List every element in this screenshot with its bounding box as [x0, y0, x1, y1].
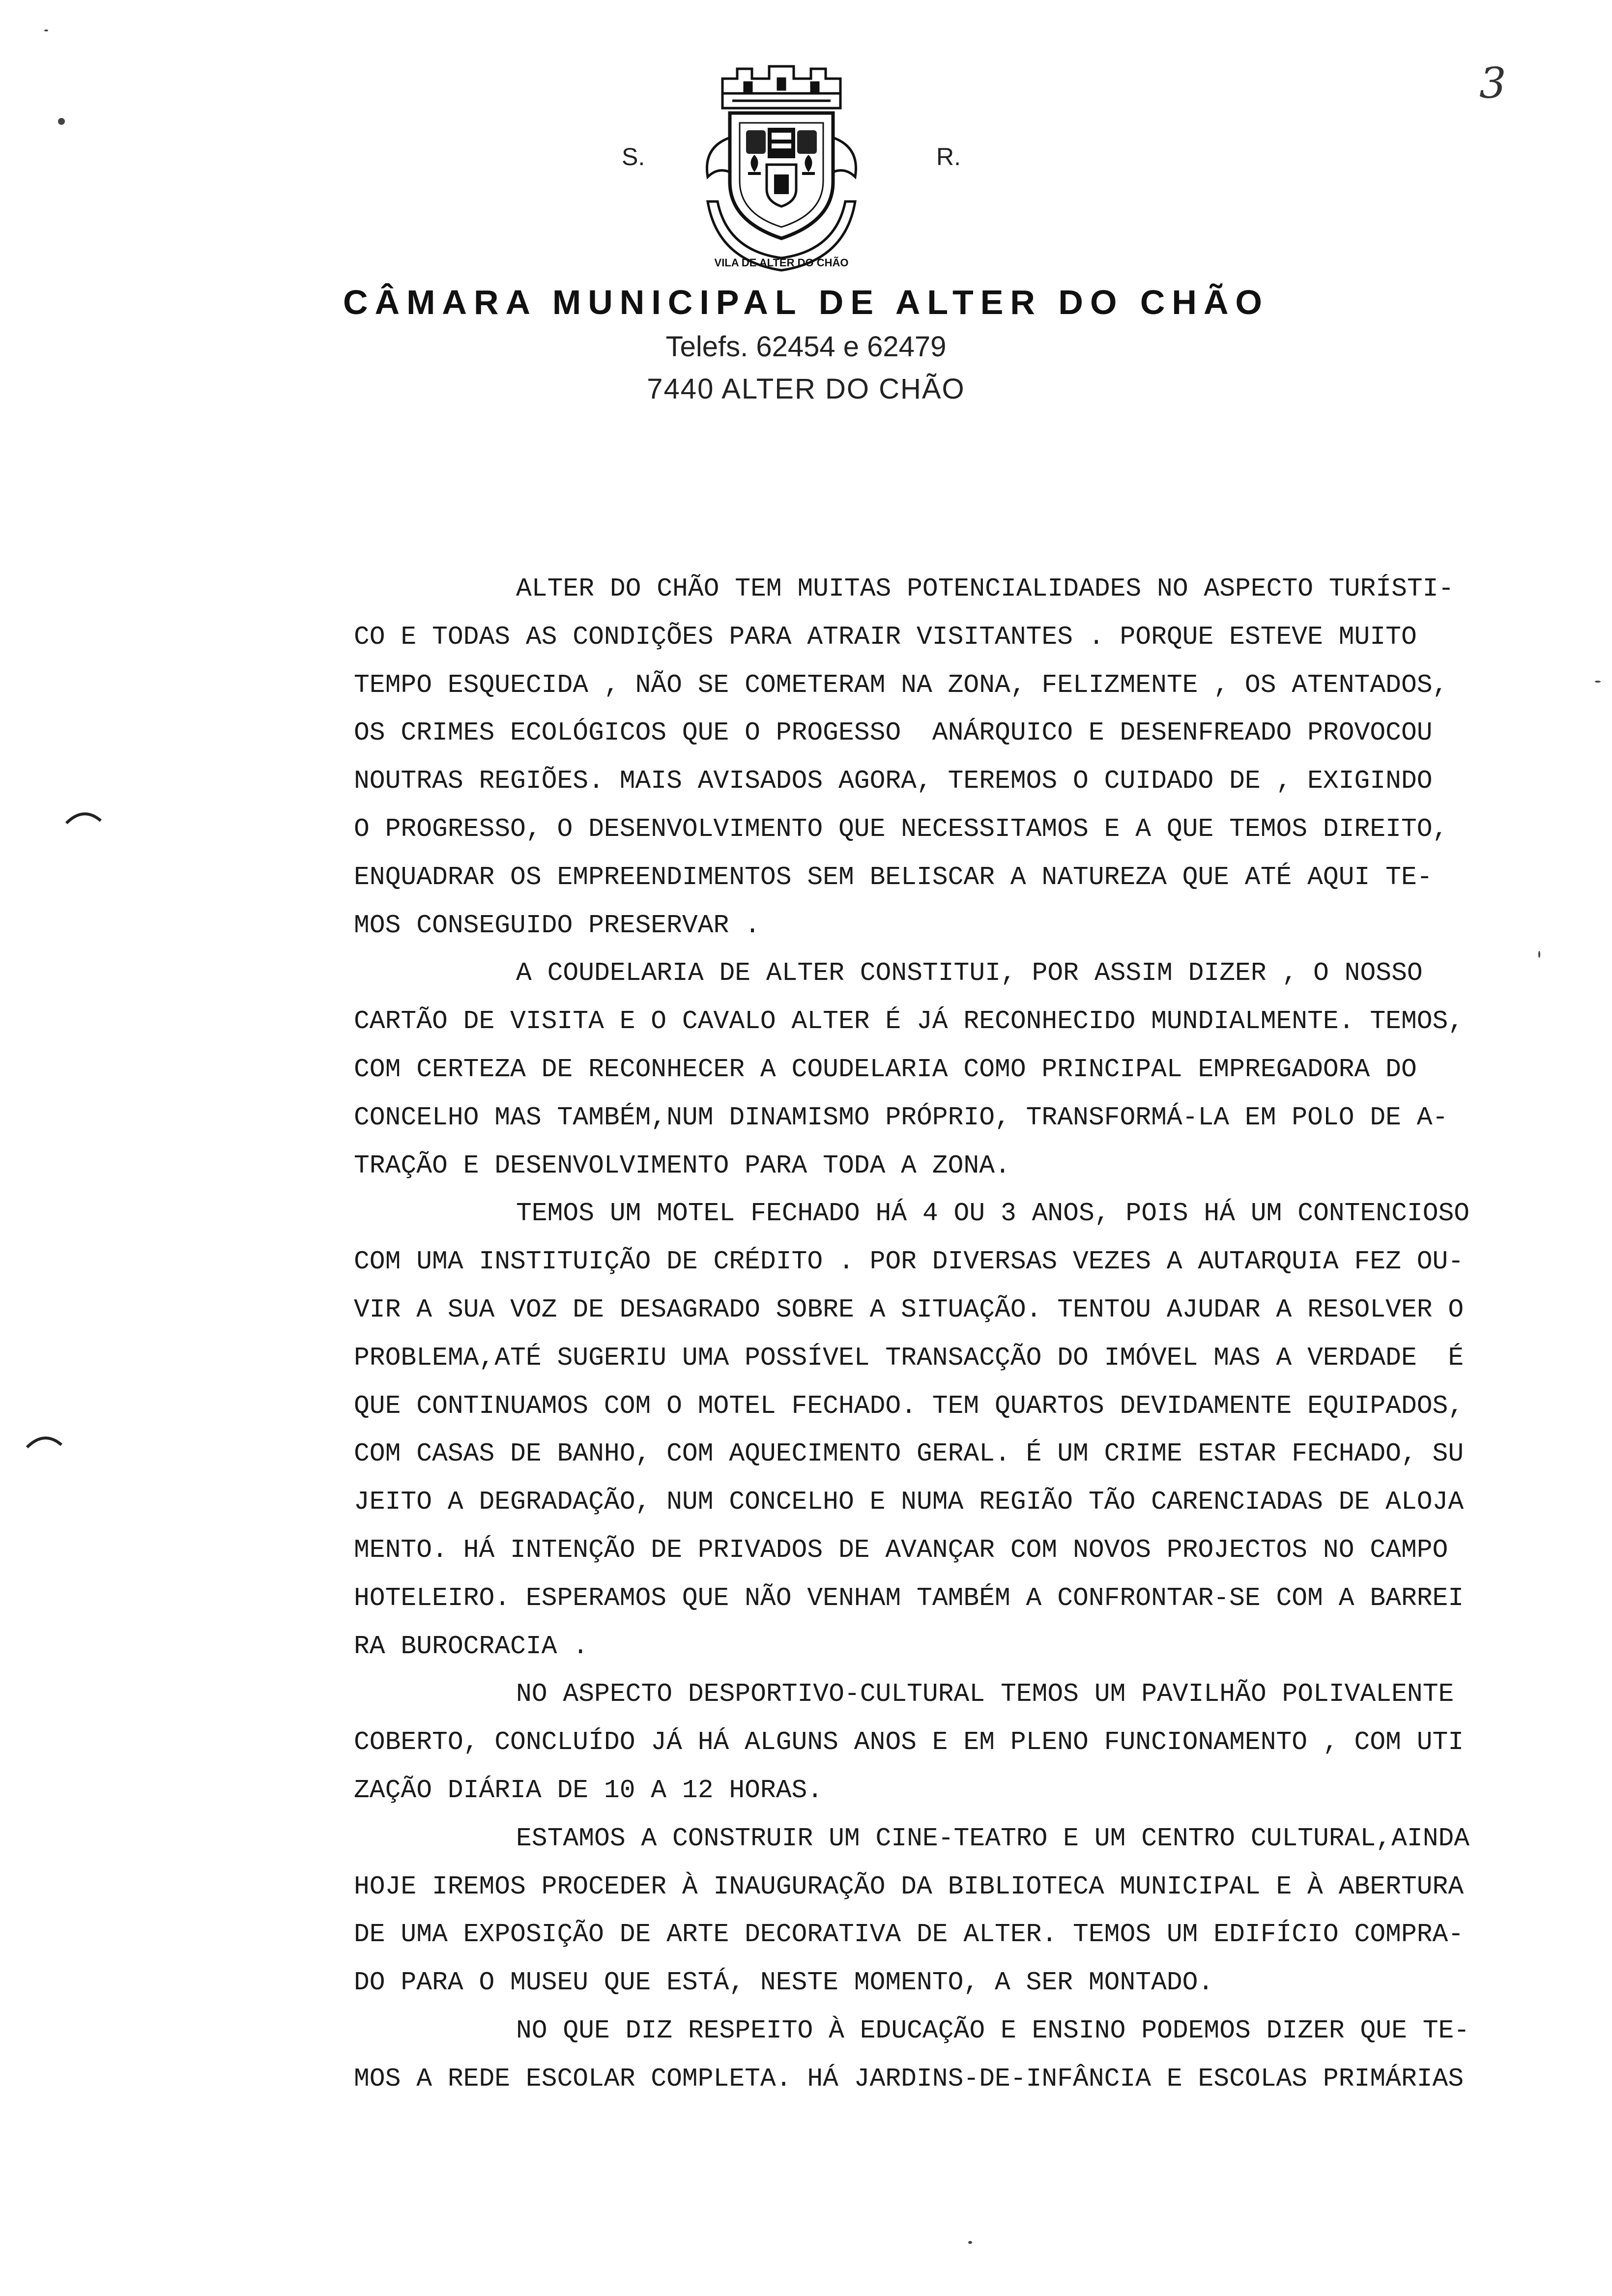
- body-line: COBERTO, CONCLUÍDO JÁ HÁ ALGUNS ANOS E EM PLENO FUNCIONAMENTO , COM UTI: [354, 1727, 1464, 1757]
- scan-speck: [968, 2241, 972, 2244]
- body-line: TEMOS UM MOTEL FECHADO HÁ 4 OU 3 ANOS, POIS HÁ UM CONTENCIOSO: [516, 1199, 1470, 1229]
- body-line: MENTO. HÁ INTENÇÃO DE PRIVADOS DE AVANÇAR COM NOVOS PROJECTOS NO CAMPO: [354, 1535, 1448, 1565]
- letterhead-title: CÂMARA MUNICIPAL DE ALTER DO CHÃO: [343, 283, 1269, 321]
- body-line: O PROGRESSO, O DESENVOLVIMENTO QUE NECESSITAMOS E A QUE TEMOS DIREITO,: [354, 814, 1448, 844]
- body-line: COM CASAS DE BANHO, COM AQUECIMENTO GERAL. É UM CRIME ESTAR FECHADO, SU: [354, 1439, 1464, 1469]
- margin-mark: [64, 806, 103, 826]
- body-line: RA BUROCRACIA .: [354, 1631, 589, 1661]
- body-line: ESTAMOS A CONSTRUIR UM CINE-TEATRO E UM CENTRO CULTURAL,AINDA: [516, 1823, 1470, 1853]
- scan-speck: [1595, 681, 1601, 683]
- body-line: TEMPO ESQUECIDA , NÃO SE COMETERAM NA ZONA, FELIZMENTE , OS ATENTADOS,: [354, 670, 1448, 700]
- body-line: CARTÃO DE VISITA E O CAVALO ALTER É JÁ RECONHECIDO MUNDIALMENTE. TEMOS,: [354, 1006, 1464, 1036]
- body-line: JEITO A DEGRADAÇÃO, NUM CONCELHO E NUMA REGIÃO TÃO CARENCIADAS DE ALOJA: [354, 1487, 1464, 1517]
- body-line: NO QUE DIZ RESPEITO À EDUCAÇÃO E ENSINO PODEMOS DIZER QUE TE-: [516, 2015, 1470, 2045]
- body-line: A COUDELARIA DE ALTER CONSTITUI, POR ASSIM DIZER , O NOSSO: [516, 958, 1423, 988]
- body-line: COM CERTEZA DE RECONHECER A COUDELARIA COMO PRINCIPAL EMPREGADORA DO: [354, 1054, 1417, 1084]
- body-line: TRAÇÃO E DESENVOLVIMENTO PARA TODA A ZONA.: [354, 1150, 1010, 1180]
- body-line: NO ASPECTO DESPORTIVO-CULTURAL TEMOS UM PAVILHÃO POLIVALENTE: [516, 1679, 1454, 1709]
- body-line: ENQUADRAR OS EMPREENDIMENTOS SEM BELISCAR A NATUREZA QUE ATÉ AQUI TE-: [354, 862, 1433, 892]
- body-line: ZAÇÃO DIÁRIA DE 10 A 12 HORAS.: [354, 1775, 823, 1805]
- body-line: CO E TODAS AS CONDIÇÕES PARA ATRAIR VISITANTES . PORQUE ESTEVE MUITO: [354, 622, 1417, 652]
- body-line: DO PARA O MUSEU QUE ESTÁ, NESTE MOMENTO, A SER MONTADO.: [354, 1968, 1214, 1998]
- body-line: DE UMA EXPOSIÇÃO DE ARTE DECORATIVA DE ALTER. TEMOS UM EDIFÍCIO COMPRA-: [354, 1920, 1464, 1950]
- scan-speck: [58, 118, 65, 125]
- body-line: HOTELEIRO. ESPERAMOS QUE NÃO VENHAM TAMBÉM A CONFRONTAR-SE COM A BARREI: [354, 1583, 1464, 1613]
- body-line: ALTER DO CHÃO TEM MUITAS POTENCIALIDADES NO ASPECTO TURÍSTI-: [516, 574, 1454, 603]
- body-line: OS CRIMES ECOLÓGICOS QUE O PROGESSO ANÁRQUICO E DESENFREADO PROVOCOU: [354, 718, 1433, 748]
- letterhead-address: 7440 ALTER DO CHÃO: [647, 373, 965, 405]
- scan-speck: [1538, 951, 1540, 958]
- letterhead-phone: Telefs. 62454 e 62479: [665, 331, 947, 363]
- seal-left-letter: S.: [622, 143, 645, 171]
- seal-right-letter: R.: [936, 143, 961, 171]
- body-line: MOS A REDE ESCOLAR COMPLETA. HÁ JARDINS-DE-INFÂNCIA E ESCOLAS PRIMÁRIAS: [354, 2064, 1464, 2094]
- margin-mark: [25, 1430, 64, 1450]
- body-line: NOUTRAS REGIÕES. MAIS AVISADOS AGORA, TEREMOS O CUIDADO DE , EXIGINDO: [354, 766, 1433, 796]
- scan-speck: [44, 29, 48, 31]
- page-number: 3: [1479, 59, 1506, 108]
- body-line: COM UMA INSTITUIÇÃO DE CRÉDITO . POR DIVERSAS VEZES A AUTARQUIA FEZ OU-: [354, 1247, 1464, 1277]
- body-line: CONCELHO MAS TAMBÉM,NUM DINAMISMO PRÓPRIO, TRANSFORMÁ-LA EM POLO DE A-: [354, 1102, 1448, 1132]
- letter-body: [354, 565, 1553, 2103]
- body-line: PROBLEMA,ATÉ SUGERIU UMA POSSÍVEL TRANSACÇÃO DO IMÓVEL MAS A VERDADE É: [354, 1343, 1464, 1373]
- body-line: QUE CONTINUAMOS COM O MOTEL FECHADO. TEM QUARTOS DEVIDAMENTE EQUIPADOS,: [354, 1391, 1464, 1421]
- body-line: HOJE IREMOS PROCEDER À INAUGURAÇÃO DA BIBLIOTECA MUNICIPAL E À ABERTURA: [354, 1871, 1464, 1901]
- body-line: VIR A SUA VOZ DE DESAGRADO SOBRE A SITUAÇÃO. TENTOU AJUDAR A RESOLVER O: [354, 1294, 1464, 1324]
- body-line: MOS CONSEGUIDO PRESERVAR .: [354, 910, 760, 940]
- seal-ribbon-text: VILA DE ALTER DO CHÃO: [714, 257, 849, 269]
- municipal-coat-of-arms: [688, 54, 875, 280]
